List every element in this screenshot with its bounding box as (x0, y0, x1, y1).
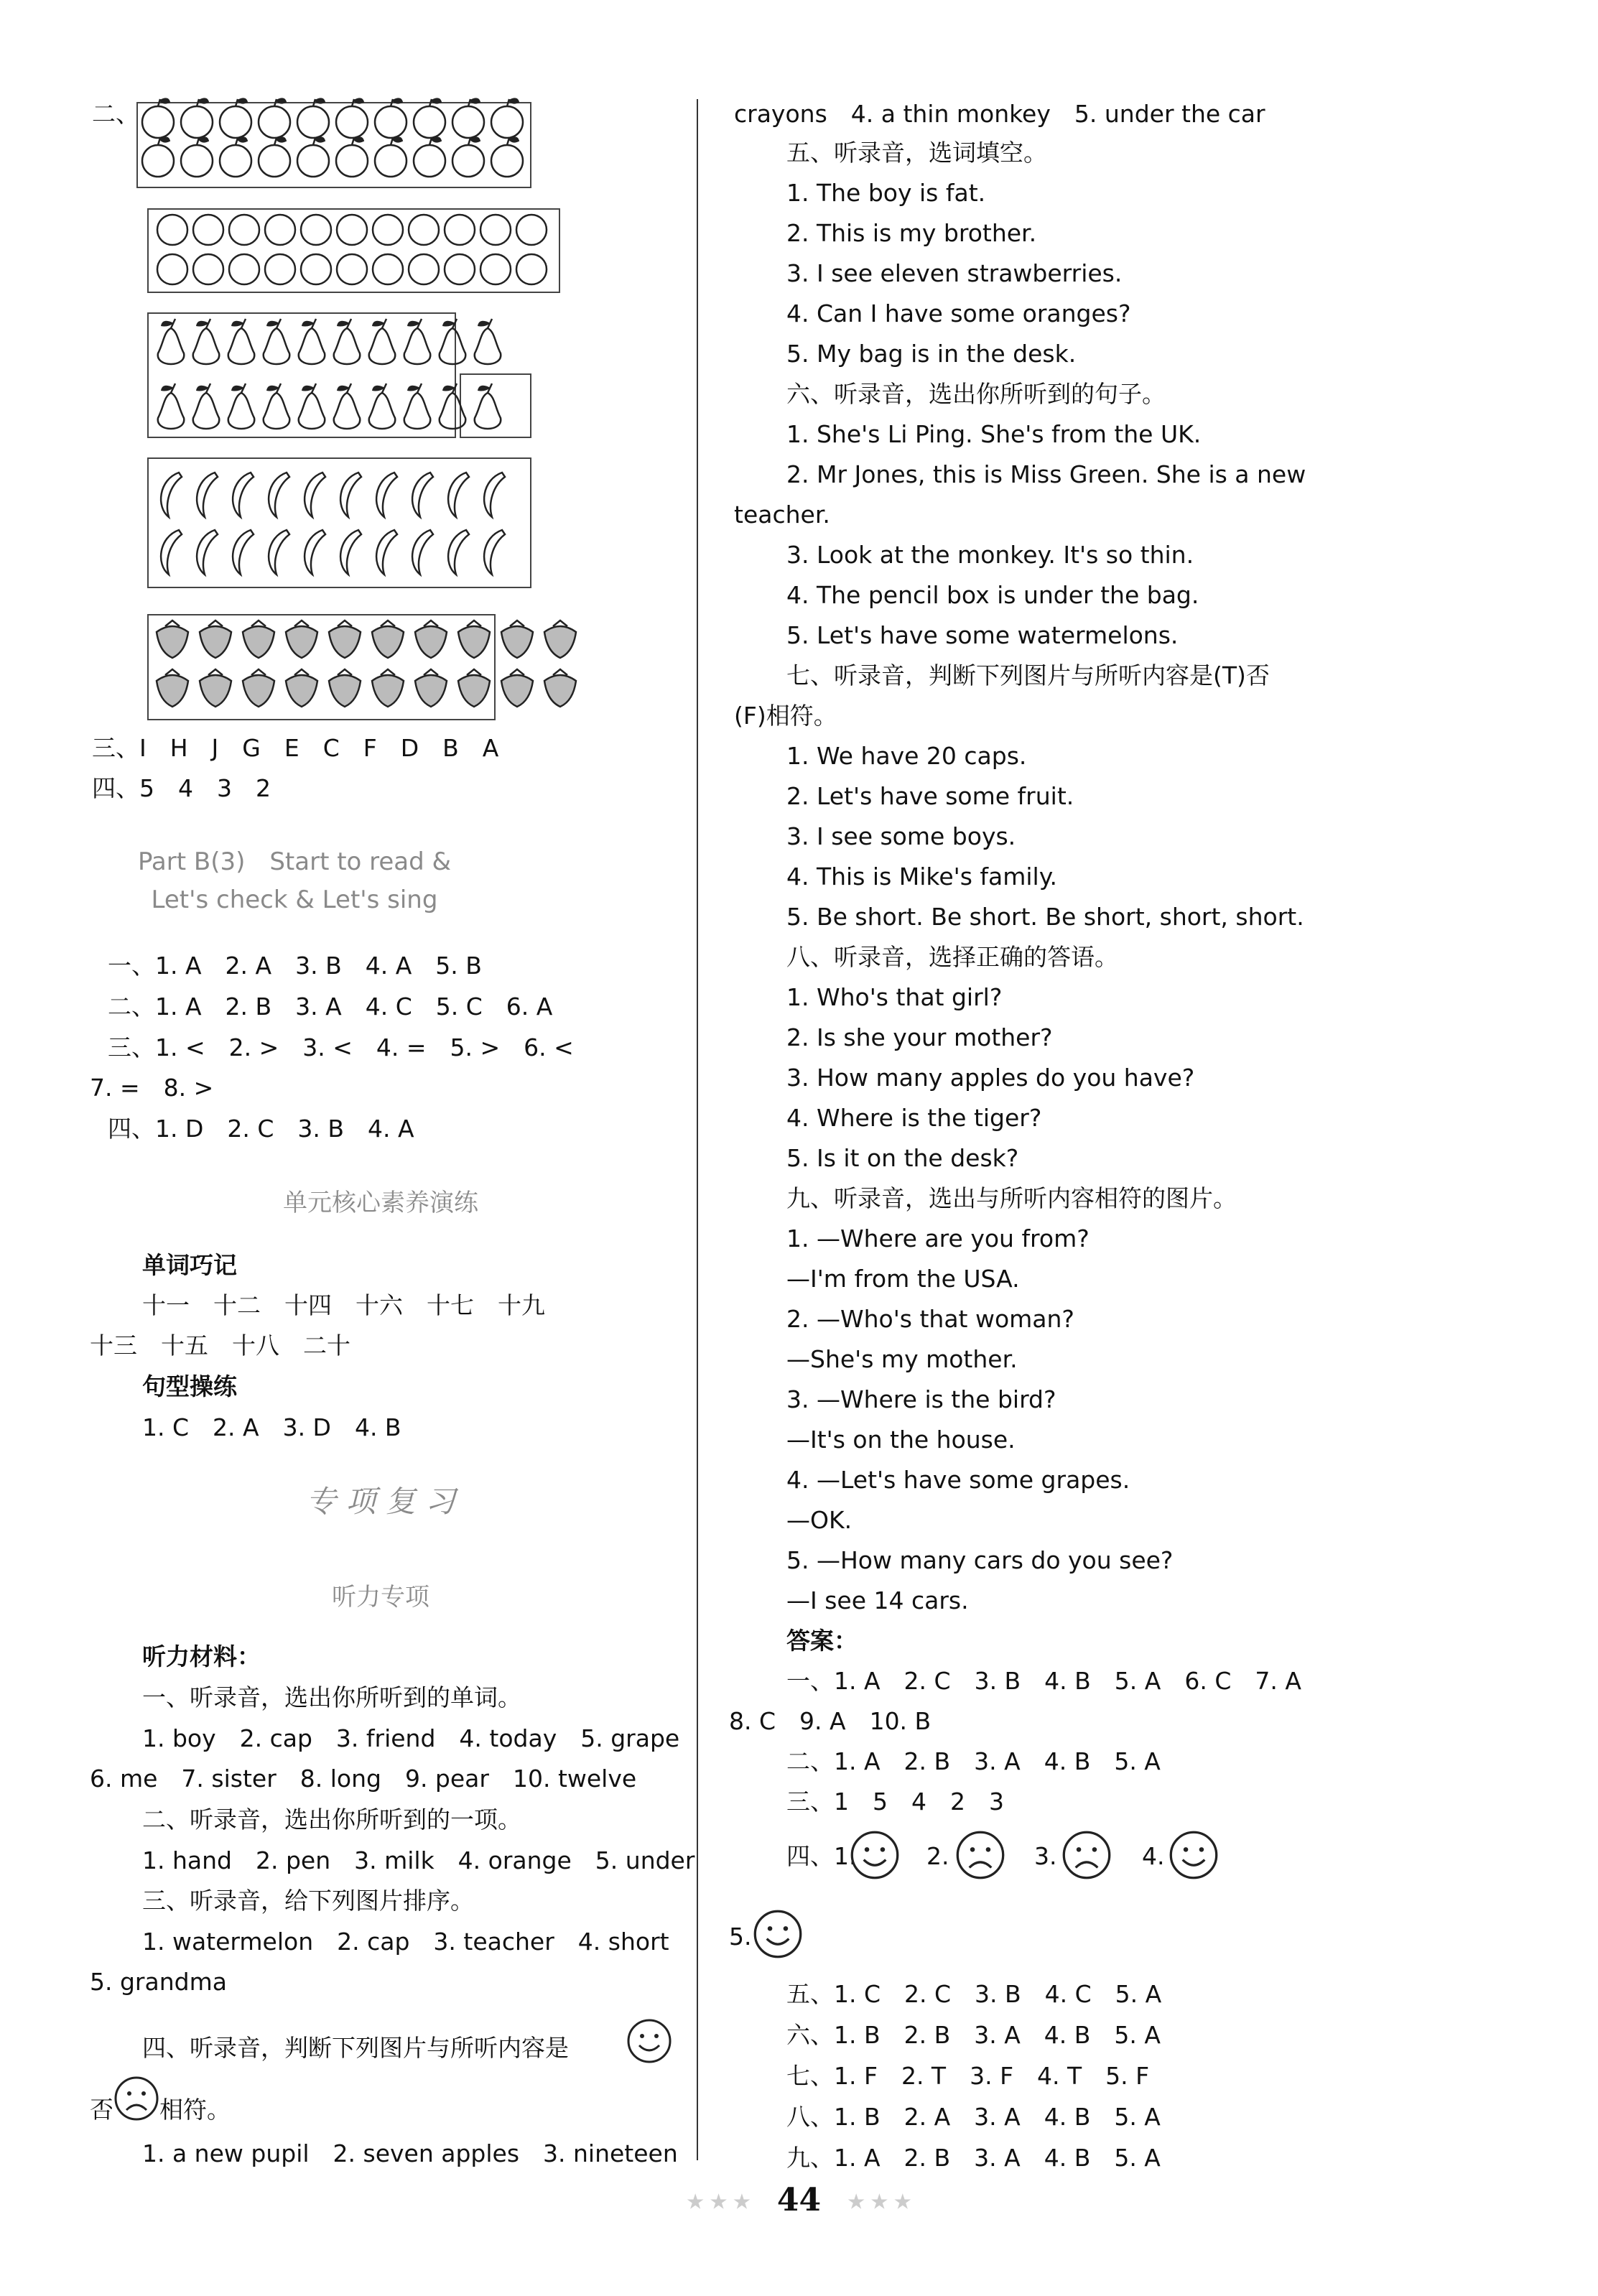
smiley-happy-icon (753, 1909, 803, 1959)
apple-icon (220, 106, 251, 138)
banana-icon (448, 473, 469, 517)
strawberry-icon (501, 626, 533, 658)
material-s2a: 1. hand 2. pen 3. milk 4. orange 5. under (142, 1846, 695, 1874)
banana-icon (484, 473, 505, 517)
banana-icon (340, 473, 361, 517)
pear-icon (264, 328, 290, 364)
right-r6-1: 1. She's Li Ping. She's from the UK. (786, 420, 1202, 448)
apple-icon (259, 106, 290, 138)
page-number: 44 (776, 2182, 822, 2218)
strawberry-icon (544, 626, 576, 658)
right-r8-heading: 八、听录音，选择正确的答语。 (786, 943, 1118, 971)
smiley-happy-icon (626, 2018, 672, 2064)
right-r7-heading2: (F)相符。 (734, 702, 837, 730)
sentence-answers: 1. C 2. A 3. D 4. B (142, 1413, 401, 1441)
words-line1: 十一 十二 十四 十六 十七 十九 (142, 1291, 545, 1319)
apple-icon (491, 145, 523, 177)
answer-a4-4-label: 4. (1142, 1842, 1165, 1870)
smiley-sad-icon (955, 1830, 1005, 1880)
pear-icon (369, 393, 396, 429)
strawberry-icon (415, 626, 447, 658)
right-r0: crayons 4. a thin monkey 5. under the car (734, 100, 1265, 128)
right-r9-9: 5. —How many cars do you see? (786, 1546, 1174, 1574)
right-r9-1: 1. —Where are you from? (786, 1224, 1090, 1252)
right-r5-1: 1. The boy is fat. (786, 179, 986, 207)
right-r5-heading: 五、听录音，选词填空。 (786, 139, 1047, 167)
material-s3b: 5. grandma (90, 1968, 227, 1996)
pear-icon (404, 393, 431, 429)
right-r9-4: —She's my mother. (786, 1345, 1018, 1373)
right-r6-heading: 六、听录音，选出你所听到的句子。 (786, 380, 1166, 408)
smiley-happy-icon (1169, 1830, 1219, 1880)
answer-a4-label: 四、1. (786, 1842, 857, 1870)
strawberry-icon (501, 675, 533, 707)
star-decoration-right: ★ ★ ★ (847, 2191, 911, 2213)
apple-icon (414, 106, 445, 138)
answer-a6: 六、1. B 2. B 3. A 4. B 5. A (786, 2021, 1161, 2049)
strawberry-icon (157, 626, 188, 658)
strawberry-icon (243, 626, 274, 658)
pear-icon (264, 393, 290, 429)
pear-icon (334, 328, 361, 364)
material-s2: 二、听录音，选出你所听到的一项。 (142, 1805, 521, 1833)
strawberry-icon (200, 675, 231, 707)
material-s3: 三、听录音，给下列图片排序。 (142, 1887, 474, 1915)
right-r9-6: —It's on the house. (786, 1426, 1016, 1454)
strawberry-icon (458, 626, 490, 658)
strawberry-icon (286, 626, 317, 658)
apple-icon (220, 145, 251, 177)
strawberry-icon (544, 675, 576, 707)
pear-icon (158, 328, 185, 364)
orange-icon (229, 254, 259, 284)
orange-icon (480, 215, 511, 245)
banana-icon (197, 530, 218, 575)
fruit-drawings (0, 0, 646, 733)
answer-a4-3-label: 3. (1034, 1842, 1057, 1870)
right-r5-3: 3. I see eleven strawberries. (786, 259, 1123, 287)
right-r7-3: 3. I see some boys. (786, 822, 1016, 850)
right-r7-2: 2. Let's have some fruit. (786, 782, 1074, 810)
pear-icon (299, 393, 325, 429)
review-title: 专 项 复 习 (305, 1484, 456, 1519)
orange-icon (409, 215, 439, 245)
apple-icon (142, 145, 174, 177)
pear-icon (228, 328, 255, 364)
apple-icon (452, 145, 484, 177)
banana-icon (340, 530, 361, 575)
orange-icon (301, 215, 331, 245)
material-s1a: 1. boy 2. cap 3. friend 4. today 5. grape (142, 1724, 680, 1752)
apple-icon (297, 106, 329, 138)
orange-icon (480, 254, 511, 284)
pear-icon (440, 393, 466, 429)
right-r5-2: 2. This is my brother. (786, 219, 1037, 247)
orange-icon (445, 215, 475, 245)
apple-icon (414, 145, 445, 177)
right-r5-5: 5. My bag is in the desk. (786, 340, 1077, 368)
strawberry-icon (329, 675, 361, 707)
banana-icon (448, 530, 469, 575)
right-r6-3: 3. Look at the monkey. It's so thin. (786, 541, 1194, 569)
right-r9-8: —OK. (786, 1506, 853, 1534)
answer-a1b: 8. C 9. A 10. B (729, 1707, 932, 1735)
banana-icon (269, 530, 289, 575)
right-r9-heading: 九、听录音，选出与所听内容相符的图片。 (786, 1184, 1237, 1212)
orange-icon (516, 254, 547, 284)
material-s4c: 1. a new pupil 2. seven apples 3. nineteen (142, 2139, 678, 2167)
strawberry-icon (372, 626, 404, 658)
material-s1: 一、听录音，选出你所听到的单词。 (142, 1683, 521, 1711)
apple-icon (375, 145, 407, 177)
banana-icon (233, 530, 254, 575)
orange-icon (193, 254, 223, 284)
answer-a2: 二、1. A 2. B 3. A 4. B 5. A (786, 1747, 1161, 1775)
words-line2: 十三 十五 十八 二十 (90, 1331, 350, 1360)
part-title-line2: Let's check & Let's sing (151, 886, 438, 914)
apple-icon (142, 106, 174, 138)
section-2-label: 二、 (92, 100, 139, 128)
orange-icon (265, 215, 295, 245)
right-r6-4: 4. The pencil box is under the bag. (786, 581, 1199, 609)
banana-icon (269, 473, 289, 517)
answers-heading: 答案： (786, 1627, 858, 1655)
right-r7-heading: 七、听录音，判断下列图片与所听内容是(T)否 (786, 661, 1270, 689)
right-r6-2: 2. Mr Jones, this is Miss Green. She is a new (786, 460, 1306, 488)
banana-icon (233, 473, 254, 517)
orange-icon (193, 215, 223, 245)
banana-icon (161, 530, 182, 575)
pear-icon (475, 328, 501, 364)
right-r6-2b: teacher. (734, 501, 830, 529)
answer-a3: 三、1 5 4 2 3 (786, 1788, 1004, 1816)
right-r7-4: 4. This is Mike's family. (786, 863, 1058, 891)
pear-icon (299, 328, 325, 364)
part-b-q1: 一、1. A 2. A 3. B 4. A 5. B (108, 952, 482, 980)
banana-icon (376, 530, 397, 575)
apple-icon (491, 106, 523, 138)
right-r6-5: 5. Let's have some watermelons. (786, 621, 1179, 649)
banana-icon (305, 473, 325, 517)
strawberry-icon (286, 675, 317, 707)
star-decoration-left: ★ ★ ★ (687, 2191, 751, 2213)
material-s1b: 6. me 7. sister 8. long 9. pear 10. twelve (90, 1765, 637, 1793)
pear-icon (475, 393, 501, 429)
answer-a7: 七、1. F 2. T 3. F 4. T 5. F (786, 2062, 1150, 2090)
pear-icon (228, 393, 255, 429)
apple-icon (452, 106, 484, 138)
apple-icon (181, 106, 213, 138)
unit-title: 单元核心素养演练 (283, 1189, 478, 1217)
words-heading: 单词巧记 (142, 1251, 237, 1279)
strawberry-icon (458, 675, 490, 707)
strawberry-icon (329, 626, 361, 658)
orange-icon (301, 254, 331, 284)
part-b-q4: 四、1. D 2. C 3. B 4. A (108, 1115, 414, 1143)
sentence-heading: 句型操练 (142, 1372, 237, 1400)
apple-icon (297, 145, 329, 177)
right-r8-5: 5. Is it on the desk? (786, 1144, 1019, 1172)
right-r9-7: 4. —Let's have some grapes. (786, 1466, 1130, 1494)
banana-icon (412, 473, 433, 517)
column-divider (697, 99, 698, 2160)
smiley-sad-icon (1062, 1830, 1112, 1880)
apple-icon (259, 145, 290, 177)
answer-a4-5-label: 5. (729, 1923, 752, 1951)
right-r8-2: 2. Is she your mother? (786, 1023, 1053, 1051)
banana-icon (197, 473, 218, 517)
orange-icon (265, 254, 295, 284)
pear-icon (369, 328, 396, 364)
orange-icon (409, 254, 439, 284)
smiley-sad-icon (113, 2076, 159, 2121)
orange-icon (337, 254, 367, 284)
right-r8-4: 4. Where is the tiger? (786, 1104, 1042, 1132)
right-r7-1: 1. We have 20 caps. (786, 742, 1027, 770)
material-s4a: 四、听录音，判断下列图片与所听内容是 (142, 2034, 569, 2062)
part-b-q3-cont: 7. = 8. > (90, 1074, 214, 1102)
answer-a9: 九、1. A 2. B 3. A 4. B 5. A (786, 2144, 1161, 2172)
answer-a5: 五、1. C 2. C 3. B 4. C 5. A (786, 1980, 1162, 2008)
strawberry-icon (415, 675, 447, 707)
orange-icon (516, 215, 547, 245)
orange-icon (229, 215, 259, 245)
answer-a1: 一、1. A 2. C 3. B 4. B 5. A 6. C 7. A (786, 1667, 1301, 1695)
banana-icon (412, 530, 433, 575)
pear-icon (193, 393, 220, 429)
section-3-answers: 三、I H J G E C F D B A (92, 734, 499, 762)
orange-icon (445, 254, 475, 284)
smiley-happy-icon (850, 1830, 900, 1880)
right-r9-3: 2. —Who's that woman? (786, 1305, 1074, 1333)
strawberry-icon (157, 675, 188, 707)
pear-icon (404, 328, 431, 364)
orange-icon (373, 254, 403, 284)
pear-icon (334, 393, 361, 429)
listening-title: 听力专项 (332, 1583, 429, 1612)
orange-icon (373, 215, 403, 245)
part-b-q3: 三、1. < 2. > 3. < 4. = 5. > 6. < (108, 1033, 574, 1061)
banana-icon (376, 473, 397, 517)
material-s3a: 1. watermelon 2. cap 3. teacher 4. short (142, 1928, 669, 1956)
right-r5-4: 4. Can I have some oranges? (786, 299, 1131, 327)
right-r7-5: 5. Be short. Be short. Be short, short, short. (786, 903, 1304, 931)
banana-icon (484, 530, 505, 575)
right-r8-1: 1. Who's that girl? (786, 983, 1003, 1011)
answer-a4-2-label: 2. (926, 1842, 949, 1870)
right-r9-5: 3. —Where is the bird? (786, 1385, 1056, 1413)
right-r9-10: —I see 14 cars. (786, 1586, 969, 1614)
part-title-line1: Part B(3) Start to read & (137, 847, 452, 876)
right-r9-2: —I'm from the USA. (786, 1265, 1020, 1293)
strawberry-icon (372, 675, 404, 707)
page-footer (0, 2182, 1598, 2218)
right-r8-3: 3. How many apples do you have? (786, 1064, 1195, 1092)
strawberry-icon (243, 675, 274, 707)
banana-icon (305, 530, 325, 575)
answer-a8: 八、1. B 2. A 3. A 4. B 5. A (786, 2103, 1161, 2131)
material-s4b-prefix: 否 (90, 2096, 113, 2124)
pear-icon (158, 393, 185, 429)
pear-icon (440, 328, 466, 364)
material-heading: 听力材料： (142, 1642, 261, 1670)
orange-icon (157, 254, 187, 284)
part-b-q2: 二、1. A 2. B 3. A 4. C 5. C 6. A (108, 993, 553, 1021)
apple-icon (375, 106, 407, 138)
apple-icon (336, 145, 368, 177)
orange-icon (157, 215, 187, 245)
section-4-answers: 四、5 4 3 2 (92, 774, 271, 802)
material-s4b-suffix: 相符。 (159, 2096, 231, 2124)
apple-icon (181, 145, 213, 177)
orange-icon (337, 215, 367, 245)
strawberry-icon (200, 626, 231, 658)
apple-icon (336, 106, 368, 138)
pear-icon (193, 328, 220, 364)
banana-icon (161, 473, 182, 517)
